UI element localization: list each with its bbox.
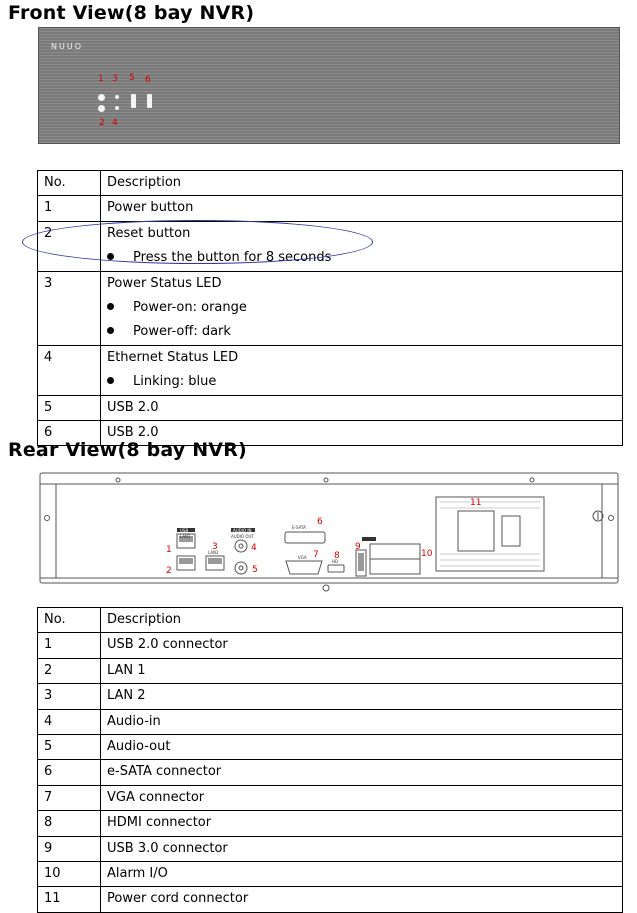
rear-callout-7: 7 bbox=[313, 550, 319, 560]
table-row bbox=[38, 861, 623, 886]
usb-port-icon bbox=[131, 94, 136, 108]
row-number: 1 bbox=[44, 200, 53, 216]
rear-callout-9: 9 bbox=[355, 542, 361, 552]
rear-callout-1: 1 bbox=[166, 545, 172, 555]
bullet-text: Linking: blue bbox=[133, 374, 217, 390]
rear-panel-drawing bbox=[28, 464, 628, 596]
row-description: e-SATA connector bbox=[107, 764, 222, 780]
ethernet-led-icon bbox=[115, 106, 119, 110]
power-button-icon bbox=[98, 94, 105, 101]
front-callout-2: 2 bbox=[99, 118, 105, 128]
table-row bbox=[38, 271, 623, 345]
table-row bbox=[38, 709, 623, 734]
column-header-no: No. bbox=[44, 175, 66, 190]
front-callout-4: 4 bbox=[112, 118, 118, 128]
port-label-audio-in: AUDIO IN bbox=[233, 528, 252, 533]
bullet-text: Power-off: dark bbox=[133, 324, 231, 340]
port-label-lan2: LAN2 bbox=[208, 550, 219, 555]
row-description: Audio-in bbox=[107, 713, 161, 729]
rear-callout-5: 5 bbox=[252, 565, 258, 575]
row-description: Power Status LED bbox=[107, 275, 222, 291]
table-header-row bbox=[38, 171, 623, 196]
row-description: USB 2.0 connector bbox=[107, 637, 228, 653]
highlight-ellipse bbox=[22, 220, 373, 264]
bullet-text: Press the button for 8 seconds bbox=[133, 250, 332, 266]
usb-port-icon bbox=[147, 94, 152, 108]
row-number: 10 bbox=[44, 865, 61, 881]
bullet-dot-icon bbox=[107, 303, 114, 310]
front-callout-6: 6 bbox=[145, 75, 151, 85]
column-header-no: No. bbox=[44, 612, 66, 627]
table-row bbox=[38, 887, 623, 912]
row-number: 1 bbox=[44, 637, 53, 653]
row-description: Alarm I/O bbox=[107, 865, 168, 881]
row-description: HDMI connector bbox=[107, 815, 212, 831]
bullet-dot-icon bbox=[107, 327, 114, 334]
column-header-description: Description bbox=[107, 175, 182, 190]
table-row bbox=[38, 785, 623, 810]
front-callout-5: 5 bbox=[129, 73, 135, 83]
rear-view-table bbox=[37, 607, 623, 913]
rear-callout-6: 6 bbox=[317, 517, 323, 527]
row-number: 4 bbox=[44, 349, 53, 365]
row-number: 6 bbox=[44, 424, 53, 440]
row-description: Audio-out bbox=[107, 738, 171, 754]
row-number: 2 bbox=[44, 662, 53, 678]
rear-callout-11: 11 bbox=[470, 498, 482, 508]
row-number: 5 bbox=[44, 738, 53, 754]
table-row bbox=[38, 811, 623, 836]
table-row bbox=[38, 836, 623, 861]
row-description: LAN 1 bbox=[107, 662, 146, 678]
port-label-hd: HD bbox=[332, 559, 339, 564]
table-row bbox=[38, 633, 623, 658]
table-row bbox=[38, 658, 623, 683]
row-number: 2 bbox=[44, 225, 53, 241]
row-description: Ethernet Status LED bbox=[107, 349, 239, 365]
row-number: 11 bbox=[44, 891, 61, 907]
front-callout-3: 3 bbox=[112, 74, 118, 84]
table-row bbox=[38, 345, 623, 395]
row-description: LAN 2 bbox=[107, 688, 146, 704]
port-label-esata: E-SATA bbox=[292, 525, 306, 530]
row-number: 3 bbox=[44, 275, 53, 291]
row-description: Reset button bbox=[107, 225, 191, 241]
table-row bbox=[38, 734, 623, 759]
power-led-icon bbox=[115, 95, 119, 99]
row-number: 5 bbox=[44, 399, 53, 415]
table-header-row bbox=[38, 608, 623, 633]
bullet-item bbox=[107, 296, 622, 320]
row-number: 8 bbox=[44, 815, 53, 831]
front-callout-1: 1 bbox=[98, 74, 104, 84]
bullet-item bbox=[107, 370, 622, 394]
reset-button-icon bbox=[98, 105, 105, 112]
row-number: 7 bbox=[44, 789, 53, 805]
row-number: 9 bbox=[44, 840, 53, 856]
rear-panel-image bbox=[28, 464, 628, 596]
table-row bbox=[38, 684, 623, 709]
row-description: USB 2.0 bbox=[107, 399, 159, 415]
port-label-vga: VGA bbox=[298, 555, 307, 560]
row-description: USB 2.0 bbox=[107, 424, 159, 440]
row-description: VGA connector bbox=[107, 789, 205, 805]
row-description: USB 3.0 connector bbox=[107, 840, 228, 856]
bullet-item bbox=[107, 320, 622, 344]
table-row bbox=[38, 760, 623, 785]
rear-view-heading: Rear View(8 bay NVR) bbox=[8, 439, 247, 461]
front-view-heading: Front View(8 bay NVR) bbox=[8, 2, 255, 24]
bullet-dot-icon bbox=[107, 377, 114, 384]
row-description: Power button bbox=[107, 200, 194, 216]
rear-callout-3: 3 bbox=[212, 542, 218, 552]
nuuo-logo: nuuo bbox=[51, 38, 83, 52]
port-label-usb: USB bbox=[180, 528, 189, 533]
column-header-description: Description bbox=[107, 612, 182, 627]
rear-callout-10: 10 bbox=[421, 549, 433, 559]
front-view-table bbox=[37, 170, 623, 446]
rear-callout-2: 2 bbox=[166, 566, 172, 576]
bullet-text: Power-on: orange bbox=[133, 299, 247, 315]
front-panel-image bbox=[38, 27, 620, 144]
row-description: Power cord connector bbox=[107, 891, 249, 907]
port-label-lan1: LAN1 bbox=[180, 534, 191, 539]
rear-callout-8: 8 bbox=[334, 551, 340, 561]
table-row bbox=[38, 395, 623, 420]
rear-callout-4: 4 bbox=[251, 543, 257, 553]
row-number: 4 bbox=[44, 713, 53, 729]
row-number: 6 bbox=[44, 764, 53, 780]
port-label-audio-out: AUDIO OUT bbox=[231, 534, 254, 539]
row-number: 3 bbox=[44, 688, 53, 704]
table-row bbox=[38, 196, 623, 221]
